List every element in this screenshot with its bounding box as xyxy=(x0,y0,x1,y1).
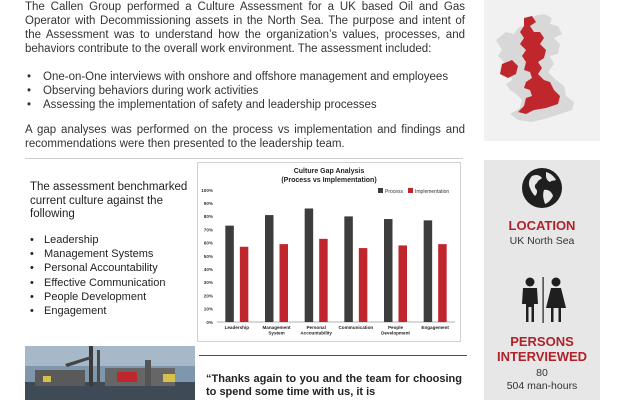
x-tick-label: Engagement xyxy=(421,325,449,330)
legend-swatch-implementation xyxy=(408,188,413,193)
section-divider xyxy=(25,158,463,159)
y-tick-label: 10% xyxy=(203,306,213,312)
globe-icon xyxy=(520,166,564,210)
uk-map-icon xyxy=(488,10,596,130)
list-item: • Leadership xyxy=(30,233,200,247)
bar-implementation xyxy=(319,239,328,322)
legend-swatch-process xyxy=(378,188,383,193)
list-item: • Personal Accountability xyxy=(30,261,200,275)
legend-label-implementation: Implementation xyxy=(415,189,450,195)
y-tick-label: 70% xyxy=(203,227,213,233)
y-tick-label: 60% xyxy=(203,240,213,246)
bar-implementation xyxy=(399,245,408,322)
bar-implementation xyxy=(240,247,249,322)
x-tick-label: People Development xyxy=(381,325,410,336)
list-item: • Engagement xyxy=(30,304,200,318)
bar-process xyxy=(265,215,274,322)
culture-gap-chart xyxy=(197,162,461,342)
y-tick-label: 100% xyxy=(201,187,213,193)
y-tick-label: 40% xyxy=(203,267,213,272)
list-item: • Assessing the implementation of safety and leadership processes xyxy=(25,98,465,112)
list-item: • Management Systems xyxy=(30,247,200,261)
offshore-rig-photo xyxy=(25,346,195,400)
y-tick-label: 50% xyxy=(203,253,213,259)
gap-analysis-paragraph: A gap analyses was performed on the process vs implementation and findings and recommendations were then presented to the leadership team. xyxy=(25,124,465,150)
location-title: LOCATION xyxy=(508,218,576,233)
bar-implementation xyxy=(280,244,289,322)
x-tick-label: Leadership xyxy=(224,325,250,330)
bar-implementation xyxy=(438,244,447,322)
x-tick-label: Management System xyxy=(262,325,291,336)
location-value: UK North Sea xyxy=(509,235,575,247)
client-quote: “Thanks again to you and the team for choosing to spend some time with us, it is xyxy=(206,373,462,398)
benchmark-title: The assessment benchmarked current culture against the following xyxy=(30,181,188,220)
intro-paragraph: The Callen Group performed a Culture Assessment for a UK based Oil and Gas Operator with Decommissioning assets in the North Sea. The purpose and intent of the Assessment was to understand how the organization’s values, processes, and behaviors contribute to the overall work environment. The assessment included: xyxy=(25,1,465,55)
x-tick-label: Personal Accountability xyxy=(300,325,332,336)
benchmark-list xyxy=(30,233,200,318)
legend-label-process: Process xyxy=(385,189,404,195)
list-item: • Observing behaviors during work activities xyxy=(25,84,465,98)
chart-subtitle: (Process vs Implementation) xyxy=(281,177,377,184)
bar-implementation xyxy=(359,248,368,322)
list-item: • Effective Communication xyxy=(30,276,200,290)
y-tick-label: 90% xyxy=(203,201,213,206)
bar-process xyxy=(424,220,433,322)
x-tick-label: Communication xyxy=(338,325,374,330)
list-item: • One-on-One interviews with onshore and offshore management and employees xyxy=(25,70,465,84)
y-tick-label: 30% xyxy=(203,280,213,286)
y-tick-label: 80% xyxy=(203,214,213,220)
bar-process xyxy=(384,219,393,322)
list-item: • People Development xyxy=(30,290,200,304)
persons-title: PERSONS INTERVIEWED xyxy=(496,334,588,364)
people-icon xyxy=(517,277,569,323)
y-tick-label: 0% xyxy=(206,319,213,325)
chart-title: Culture Gap Analysis xyxy=(293,168,365,175)
persons-hours: 504 man-hours xyxy=(506,380,578,392)
persons-count: 80 xyxy=(536,367,548,379)
y-tick-label: 20% xyxy=(203,293,213,299)
bar-process xyxy=(225,226,234,322)
assessment-list xyxy=(25,70,465,112)
bar-process xyxy=(305,208,314,322)
bar-process xyxy=(344,216,353,322)
